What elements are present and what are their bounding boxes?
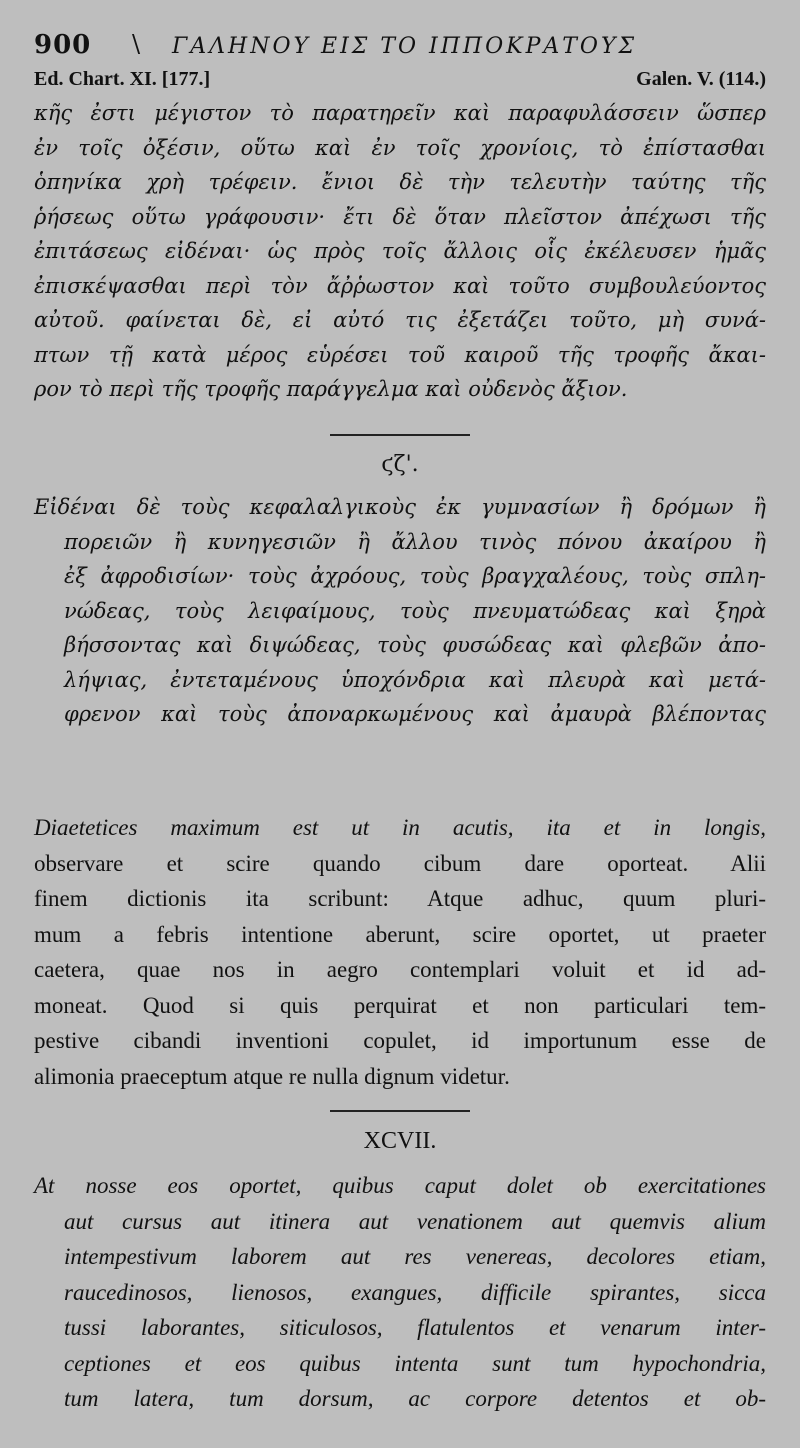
latin-aphorism-line: intempestivum laborem aut res venereas, decolores etiam, [64, 1244, 766, 1269]
header-mark: \ [132, 30, 141, 58]
greek-aphorism [34, 490, 766, 732]
greek-aphorism-line: πορειῶν ἢ κυνηγεσιῶν ἢ ἄλλου τινὸς πόνου ἀκαίρου ἢ [64, 529, 766, 554]
latin-section-number: XCVII. [363, 1128, 437, 1154]
greek-commentary-line: πτων τῇ κατὰ μέρος εὑρέσει τοῦ καιροῦ τῆς τροφῆς ἄκαι- [34, 342, 766, 367]
greek-commentary-line: ρον τὸ περὶ τῆς τροφῆς παράγγελμα καὶ οὐδενὸς ἄξιον. [34, 377, 628, 401]
latin-aphorism-line: tussi laborantes, siticulosos, flatulentos et venarum inter- [64, 1315, 766, 1340]
latin-aphorism-line: raucedinosos, lienosos, exangues, difficile spirantes, sicca [64, 1279, 766, 1305]
latin-commentary-line: pestive cibandi inventioni copulet, id importunum esse de [34, 1028, 766, 1053]
latin-commentary-line: Diaetetices maximum est ut in acutis, ita et in longis, [34, 815, 766, 840]
section-divider [330, 1110, 470, 1112]
latin-commentary [34, 810, 766, 1094]
latin-aphorism-line: At nosse eos oportet, quibus caput dolet ob exercitationes [34, 1173, 766, 1198]
greek-commentary-line: ἐπισκέψασθαι περὶ τὸν ἄῤῥωστον καὶ τοῦτο συμβουλεύοντος [34, 273, 766, 298]
edition-reference-row [34, 68, 766, 98]
section-divider [330, 434, 470, 436]
greek-aphorism-line: λήψιας, ἐντεταμένους ὑποχόνδρια καὶ πλευρὰ καὶ μετά- [64, 667, 766, 692]
greek-aphorism-line: ἐξ ἀφροδισίων· τοὺς ἀχρόους, τοὺς βραγχαλέους, τοὺς σπλη- [64, 564, 766, 588]
greek-commentary-line: ῥήσεως οὕτω γράφουσιν· ἔτι δὲ ὅταν πλεῖστον ἀπέχωσι τῆς [34, 204, 766, 229]
latin-aphorism-line: ceptiones et eos quibus intenta sunt tum hypochondria, [64, 1350, 766, 1376]
page-number: 900 [34, 30, 92, 60]
latin-commentary-line: alimonia praeceptum atque re nulla dignum videtur. [34, 1063, 510, 1089]
greek-section-number: ϛζ'. [381, 452, 419, 477]
latin-commentary-line: mum a febris intentione aberunt, scire oportet, ut praeter [34, 921, 766, 947]
greek-commentary [34, 96, 766, 407]
edition-reference-chartier: Ed. Chart. XI. [177.] [34, 68, 211, 90]
latin-aphorism-line: aut cursus aut itinera aut venationem aut quemvis alium [64, 1208, 766, 1234]
edition-reference-galen: Galen. V. (114.) [636, 68, 766, 90]
greek-aphorism-line: νώδεας, τοὺς λειφαίμους, τοὺς πνευματώδεας καὶ ξηρὰ [64, 598, 766, 623]
latin-commentary-line: finem dictionis ita scribunt: Atque adhuc, quum pluri- [34, 886, 766, 911]
greek-commentary-line: ἐν τοῖς ὀξέσιν, οὕτω καὶ ἐν τοῖς χρονίοις, τὸ ἐπίστασθαι [34, 135, 766, 160]
latin-commentary-line: observare et scire quando cibum dare oporteat. Alii [34, 850, 766, 876]
greek-commentary-line: ἐπιτάσεως εἰδέναι· ὡς πρὸς τοῖς ἄλλοις οἷς ἐκέλευσεν ἡμᾶς [34, 239, 766, 263]
greek-aphorism-line: Εἰδέναι δὲ τοὺς κεφαλαλγικοὺς ἐκ γυμνασίων ἢ δρόμων ἢ [34, 495, 766, 519]
latin-commentary-line: caetera, quae nos in aegro contemplari voluit et id ad- [34, 957, 766, 982]
greek-aphorism-line: βήσσοντας καὶ διψώδεας, τοὺς φυσώδεας καὶ φλεβῶν ἀπο- [64, 633, 766, 657]
greek-aphorism-line: φρενον καὶ τοὺς ἀποναρκωμένους καὶ ἀμαυρὰ βλέποντας [64, 702, 766, 726]
greek-commentary-line: αὐτοῦ. φαίνεται δὲ, εἰ αὐτό τις ἐξετάζει τοῦτο, μὴ συνά- [34, 308, 766, 332]
greek-commentary-line: κῆς ἐστι μέγιστον τὸ παρατηρεῖν καὶ παραφυλάσσειν ὥσπερ [34, 101, 766, 125]
latin-aphorism [34, 1168, 766, 1417]
latin-aphorism-line: tum latera, tum dorsum, ac corpore detentos et ob- [64, 1386, 766, 1411]
running-head: ΓΑΛΗΝΟΥ ΕΙΣ ΤΟ ΙΠΠΟΚΡΑΤΟΥΣ [172, 34, 638, 59]
latin-commentary-line: moneat. Quod si quis perquirat et non particulari tem- [34, 992, 766, 1018]
greek-commentary-line: ὁπηνίκα χρὴ τρέφειν. ἔνιοι δὲ τὴν τελευτὴν ταύτης τῆς [34, 170, 766, 194]
page-header [34, 24, 774, 64]
